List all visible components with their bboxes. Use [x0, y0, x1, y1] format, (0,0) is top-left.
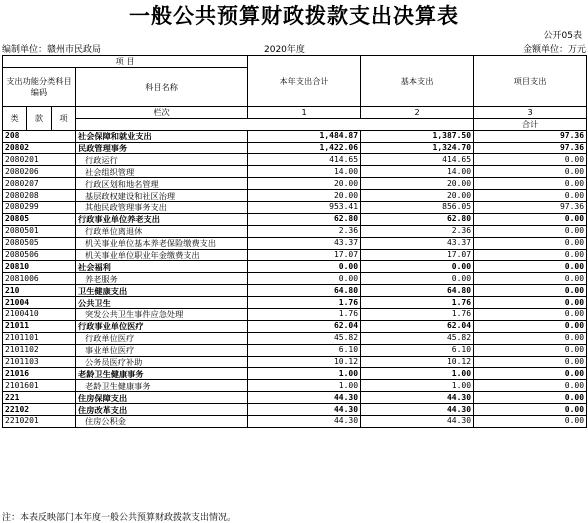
- table-row: [3, 213, 587, 225]
- row-project: 0.00: [474, 166, 587, 178]
- row-name: 行政单位医疗: [76, 332, 248, 344]
- row-basic: 14.00: [361, 166, 474, 178]
- row-name: 行政区划和地名管理: [76, 178, 248, 190]
- row-basic: 64.80: [361, 285, 474, 297]
- row-name: 社会保障和就业支出: [76, 130, 248, 142]
- row-total: 20.00: [248, 190, 361, 202]
- table-row: [3, 166, 587, 178]
- row-code: 20802: [3, 142, 76, 154]
- row-project: 0.00: [474, 392, 587, 404]
- row-basic: 1.76: [361, 309, 474, 321]
- row-total: 10.12: [248, 356, 361, 368]
- row-basic: 0.00: [361, 273, 474, 285]
- row-total: 1.76: [248, 297, 361, 309]
- row-project: 0.00: [474, 285, 587, 297]
- row-basic: 6.10: [361, 344, 474, 356]
- row-name: 行政运行: [76, 154, 248, 166]
- row-total: 44.30: [248, 416, 361, 428]
- row-code: 221: [3, 392, 76, 404]
- amount-unit: 金额单位：万元: [522, 45, 586, 55]
- table-row: [3, 130, 587, 142]
- row-project: 97.36: [474, 202, 587, 214]
- row-total: 44.30: [248, 404, 361, 416]
- report-year: 2020年度: [264, 45, 305, 55]
- row-name: 公共卫生: [76, 297, 248, 309]
- row-basic: 17.07: [361, 249, 474, 261]
- table-row: [3, 320, 587, 332]
- row-total: 45.82: [248, 332, 361, 344]
- table-row: [3, 237, 587, 249]
- row-total: 62.04: [248, 320, 361, 332]
- row-basic: 44.30: [361, 404, 474, 416]
- row-name: 住房保障支出: [76, 392, 248, 404]
- row-name: 民政管理事务: [76, 142, 248, 154]
- row-total: 1,484.87: [248, 130, 361, 142]
- row-total: 62.80: [248, 213, 361, 225]
- row-code: 2101102: [3, 344, 76, 356]
- row-code: 210: [3, 285, 76, 297]
- name-header: 科目名称: [76, 67, 248, 106]
- row-name: 卫生健康支出: [76, 285, 248, 297]
- row-name: 养老服务: [76, 273, 248, 285]
- row-total: 1,422.06: [248, 142, 361, 154]
- row-basic: 1.00: [361, 380, 474, 392]
- row-code: 2080506: [3, 249, 76, 261]
- row-name: 老龄卫生健康事务: [76, 368, 248, 380]
- row-basic: 44.30: [361, 392, 474, 404]
- row-total: 43.37: [248, 237, 361, 249]
- row-name: 行政单位离退休: [76, 225, 248, 237]
- row-code: 20810: [3, 261, 76, 273]
- row-project: 97.36: [474, 130, 587, 142]
- row-name: 基层政权建设和社区治理: [76, 190, 248, 202]
- row-name: 老龄卫生健康事务: [76, 380, 248, 392]
- row-name: 社会组织管理: [76, 166, 248, 178]
- total-col-header: 本年支出合计: [248, 56, 361, 107]
- row-name: 社会福利: [76, 261, 248, 273]
- row-total: 953.41: [248, 202, 361, 214]
- row-name: 住房改革支出: [76, 404, 248, 416]
- row-code: 2101101: [3, 332, 76, 344]
- row-project: 0.00: [474, 273, 587, 285]
- row-project: 0.00: [474, 297, 587, 309]
- row-total: 20.00: [248, 178, 361, 190]
- table-row: [3, 332, 587, 344]
- row-basic: 10.12: [361, 356, 474, 368]
- row-code: 2080505: [3, 237, 76, 249]
- col1-index: 1: [248, 106, 361, 118]
- row-code: 21016: [3, 368, 76, 380]
- lanci-label: 栏次: [76, 106, 248, 118]
- row-project: 0.00: [474, 380, 587, 392]
- total-label: 合计: [474, 118, 587, 130]
- row-basic: 2.36: [361, 225, 474, 237]
- table-row: [3, 190, 587, 202]
- row-basic: 1.00: [361, 368, 474, 380]
- header-row-levels: [3, 106, 587, 118]
- row-total: 1.00: [248, 368, 361, 380]
- row-basic: 1,324.70: [361, 142, 474, 154]
- row-project: 0.00: [474, 404, 587, 416]
- col3-index: 3: [474, 106, 587, 118]
- row-code: 21011: [3, 320, 76, 332]
- row-project: 0.00: [474, 190, 587, 202]
- row-basic: 44.30: [361, 416, 474, 428]
- row-project: 0.00: [474, 154, 587, 166]
- project-col-header: 项目支出: [474, 56, 587, 107]
- report-meta: [2, 40, 586, 54]
- table-row: [3, 285, 587, 297]
- report-title: 一般公共预算财政拨款支出决算表: [129, 4, 459, 28]
- row-basic: 414.65: [361, 154, 474, 166]
- row-project: 0.00: [474, 249, 587, 261]
- row-project: 0.00: [474, 320, 587, 332]
- table-row: [3, 297, 587, 309]
- row-basic: 62.04: [361, 320, 474, 332]
- kuan-header: 款: [27, 106, 52, 130]
- row-basic: 43.37: [361, 237, 474, 249]
- form-number: 公开05表: [543, 31, 582, 41]
- row-code: 2080207: [3, 178, 76, 190]
- row-code: 2081006: [3, 273, 76, 285]
- table-row: [3, 344, 587, 356]
- row-name: 其他民政管理事务支出: [76, 202, 248, 214]
- row-code: 2080206: [3, 166, 76, 178]
- row-code: 2080201: [3, 154, 76, 166]
- row-project: 97.36: [474, 142, 587, 154]
- row-code: 208: [3, 130, 76, 142]
- row-code: 2100410: [3, 309, 76, 321]
- row-total: 6.10: [248, 344, 361, 356]
- row-project: 0.00: [474, 213, 587, 225]
- table-row: [3, 416, 587, 428]
- row-basic: 1.76: [361, 297, 474, 309]
- row-name: 突发公共卫生事件应急处理: [76, 309, 248, 321]
- row-basic: 20.00: [361, 178, 474, 190]
- row-code: 2210201: [3, 416, 76, 428]
- table-row: [3, 273, 587, 285]
- row-name: 机关事业单位职业年金缴费支出: [76, 249, 248, 261]
- header-row-project: [3, 56, 587, 68]
- row-project: 0.00: [474, 332, 587, 344]
- row-name: 行政事业单位养老支出: [76, 213, 248, 225]
- total-row: [3, 118, 587, 130]
- row-project: 0.00: [474, 225, 587, 237]
- table-row: [3, 261, 587, 273]
- compiling-unit: 编制单位：赣州市民政局: [2, 45, 102, 55]
- row-code: 20805: [3, 213, 76, 225]
- row-project: 0.00: [474, 416, 587, 428]
- table-row: [3, 404, 587, 416]
- row-code: 21004: [3, 297, 76, 309]
- row-total: 2.36: [248, 225, 361, 237]
- row-project: 0.00: [474, 368, 587, 380]
- row-project: 0.00: [474, 178, 587, 190]
- expenditure-table: [2, 55, 587, 428]
- row-basic: 45.82: [361, 332, 474, 344]
- row-code: 2101601: [3, 380, 76, 392]
- row-name: 事业单位医疗: [76, 344, 248, 356]
- row-code: 2101103: [3, 356, 76, 368]
- table-row: [3, 249, 587, 261]
- row-project: 0.00: [474, 237, 587, 249]
- row-total: 0.00: [248, 261, 361, 273]
- row-code: 22102: [3, 404, 76, 416]
- row-name: 住房公积金: [76, 416, 248, 428]
- row-code: 2080299: [3, 202, 76, 214]
- table-row: [3, 142, 587, 154]
- table-row: [3, 154, 587, 166]
- project-header: 项 目: [3, 56, 248, 68]
- table-row: [3, 368, 587, 380]
- row-project: 0.00: [474, 261, 587, 273]
- row-basic: 856.05: [361, 202, 474, 214]
- table-row: [3, 309, 587, 321]
- row-basic: 1,387.50: [361, 130, 474, 142]
- row-total: 414.65: [248, 154, 361, 166]
- row-basic: 20.00: [361, 190, 474, 202]
- row-name: 行政事业单位医疗: [76, 320, 248, 332]
- row-basic: 62.80: [361, 213, 474, 225]
- table-row: [3, 225, 587, 237]
- row-basic: 0.00: [361, 261, 474, 273]
- xiang-header: 项: [52, 106, 76, 130]
- row-total: 64.80: [248, 285, 361, 297]
- row-code: 2080208: [3, 190, 76, 202]
- basic-col-header: 基本支出: [361, 56, 474, 107]
- row-total: 0.00: [248, 273, 361, 285]
- row-total: 14.00: [248, 166, 361, 178]
- table-row: [3, 392, 587, 404]
- row-project: 0.00: [474, 309, 587, 321]
- row-name: 机关事业单位基本养老保险缴费支出: [76, 237, 248, 249]
- footnote: 注：本表反映部门本年度一般公共预算财政拨款支出情况。: [2, 513, 237, 523]
- row-total: 17.07: [248, 249, 361, 261]
- code-header: 支出功能分类科目编码: [3, 67, 76, 106]
- row-total: 1.76: [248, 309, 361, 321]
- row-total: 1.00: [248, 380, 361, 392]
- row-code: 2080501: [3, 225, 76, 237]
- row-project: 0.00: [474, 356, 587, 368]
- row-name: 公务员医疗补助: [76, 356, 248, 368]
- row-total: 44.30: [248, 392, 361, 404]
- table-row: [3, 356, 587, 368]
- table-row: [3, 202, 587, 214]
- lei-header: 类: [3, 106, 27, 130]
- table-row: [3, 178, 587, 190]
- row-project: 0.00: [474, 344, 587, 356]
- total-code-cell: [76, 118, 474, 130]
- table-row: [3, 380, 587, 392]
- col2-index: 2: [361, 106, 474, 118]
